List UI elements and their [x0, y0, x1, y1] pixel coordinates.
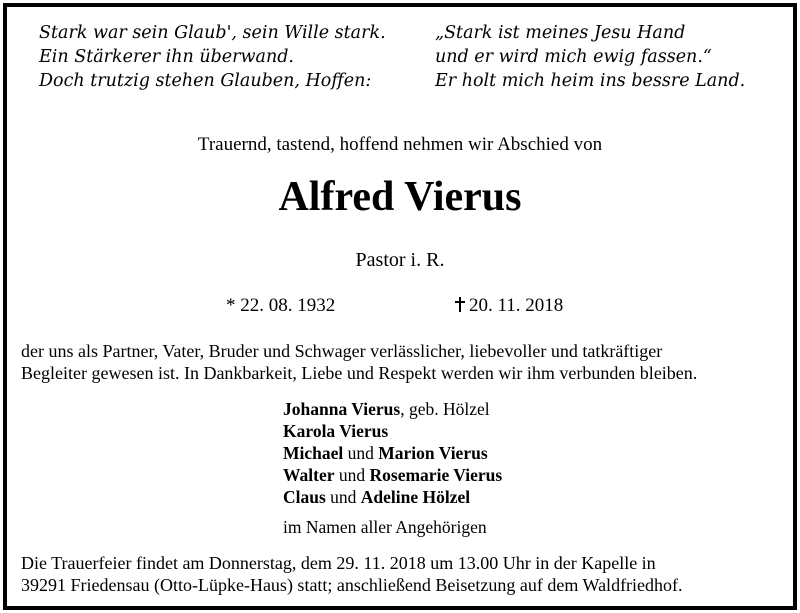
poem-line: Doch trutzig stehen Glauben, Hoffen: — [39, 71, 372, 91]
member-name: Johanna Vierus — [283, 399, 401, 419]
family-member — [283, 398, 502, 420]
tribute-text — [21, 340, 791, 384]
member-name: Karola Vierus — [283, 421, 389, 441]
family-member — [283, 420, 502, 442]
member-name: Walter — [283, 465, 335, 485]
on-behalf-text: im Namen aller Angehörigen — [283, 517, 487, 537]
member-note: , geb. Hölzel — [400, 399, 490, 419]
poem-right — [435, 21, 745, 93]
member-name: Claus — [283, 487, 326, 507]
death-date-line — [454, 295, 563, 317]
funeral-line: Die Trauerfeier findet am Donnerstag, dem 29. 11. 2018 um 13.00 Uhr in der Kapelle in — [21, 553, 656, 573]
poem-line: und er wird mich ewig fassen.“ — [435, 47, 712, 67]
member-name: Michael — [283, 443, 344, 463]
conjunction: und — [325, 487, 361, 507]
tribute-line: der uns als Partner, Vater, Bruder und Schwager verlässlicher, liebevoller und tatkräftiger — [21, 341, 663, 361]
conjunction: und — [343, 443, 379, 463]
intro-text: Trauernd, tastend, hoffend nehmen wir Abschied von — [197, 134, 603, 155]
poem-line: Er holt mich heim ins bessre Land. — [435, 71, 746, 91]
family-member — [283, 442, 502, 464]
deceased-name: Alfred Vierus — [278, 174, 522, 220]
conjunction: und — [334, 465, 370, 485]
tribute-line: Begleiter gewesen ist. In Dankbarkeit, Liebe und Respekt werden wir ihm verbunden bleiben. — [21, 363, 698, 383]
family-member — [283, 486, 502, 508]
obituary-notice — [3, 3, 797, 610]
member-name: Rosemarie Vierus — [369, 465, 503, 485]
poem-line: Ein Stärkerer ihn überwand. — [39, 47, 294, 67]
poem-line: „Stark ist meines Jesu Hand — [435, 23, 686, 43]
cross-icon — [454, 297, 466, 312]
family-member — [283, 464, 502, 486]
funeral-line: 39291 Friedensau (Otto-Lüpke-Haus) statt; anschließend Beisetzung auf dem Waldfriedhof. — [21, 575, 683, 595]
poem-line: Stark war sein Glaub', sein Wille stark. — [39, 23, 386, 43]
birth-date: * 22. 08. 1932 — [226, 295, 336, 316]
deceased-title: Pastor i. R. — [355, 249, 445, 271]
funeral-info — [21, 552, 791, 596]
death-date: 20. 11. 2018 — [469, 295, 564, 316]
member-name: Marion Vierus — [378, 443, 488, 463]
family-list — [283, 398, 502, 508]
poem-left — [39, 21, 386, 93]
member-name: Adeline Hölzel — [360, 487, 471, 507]
